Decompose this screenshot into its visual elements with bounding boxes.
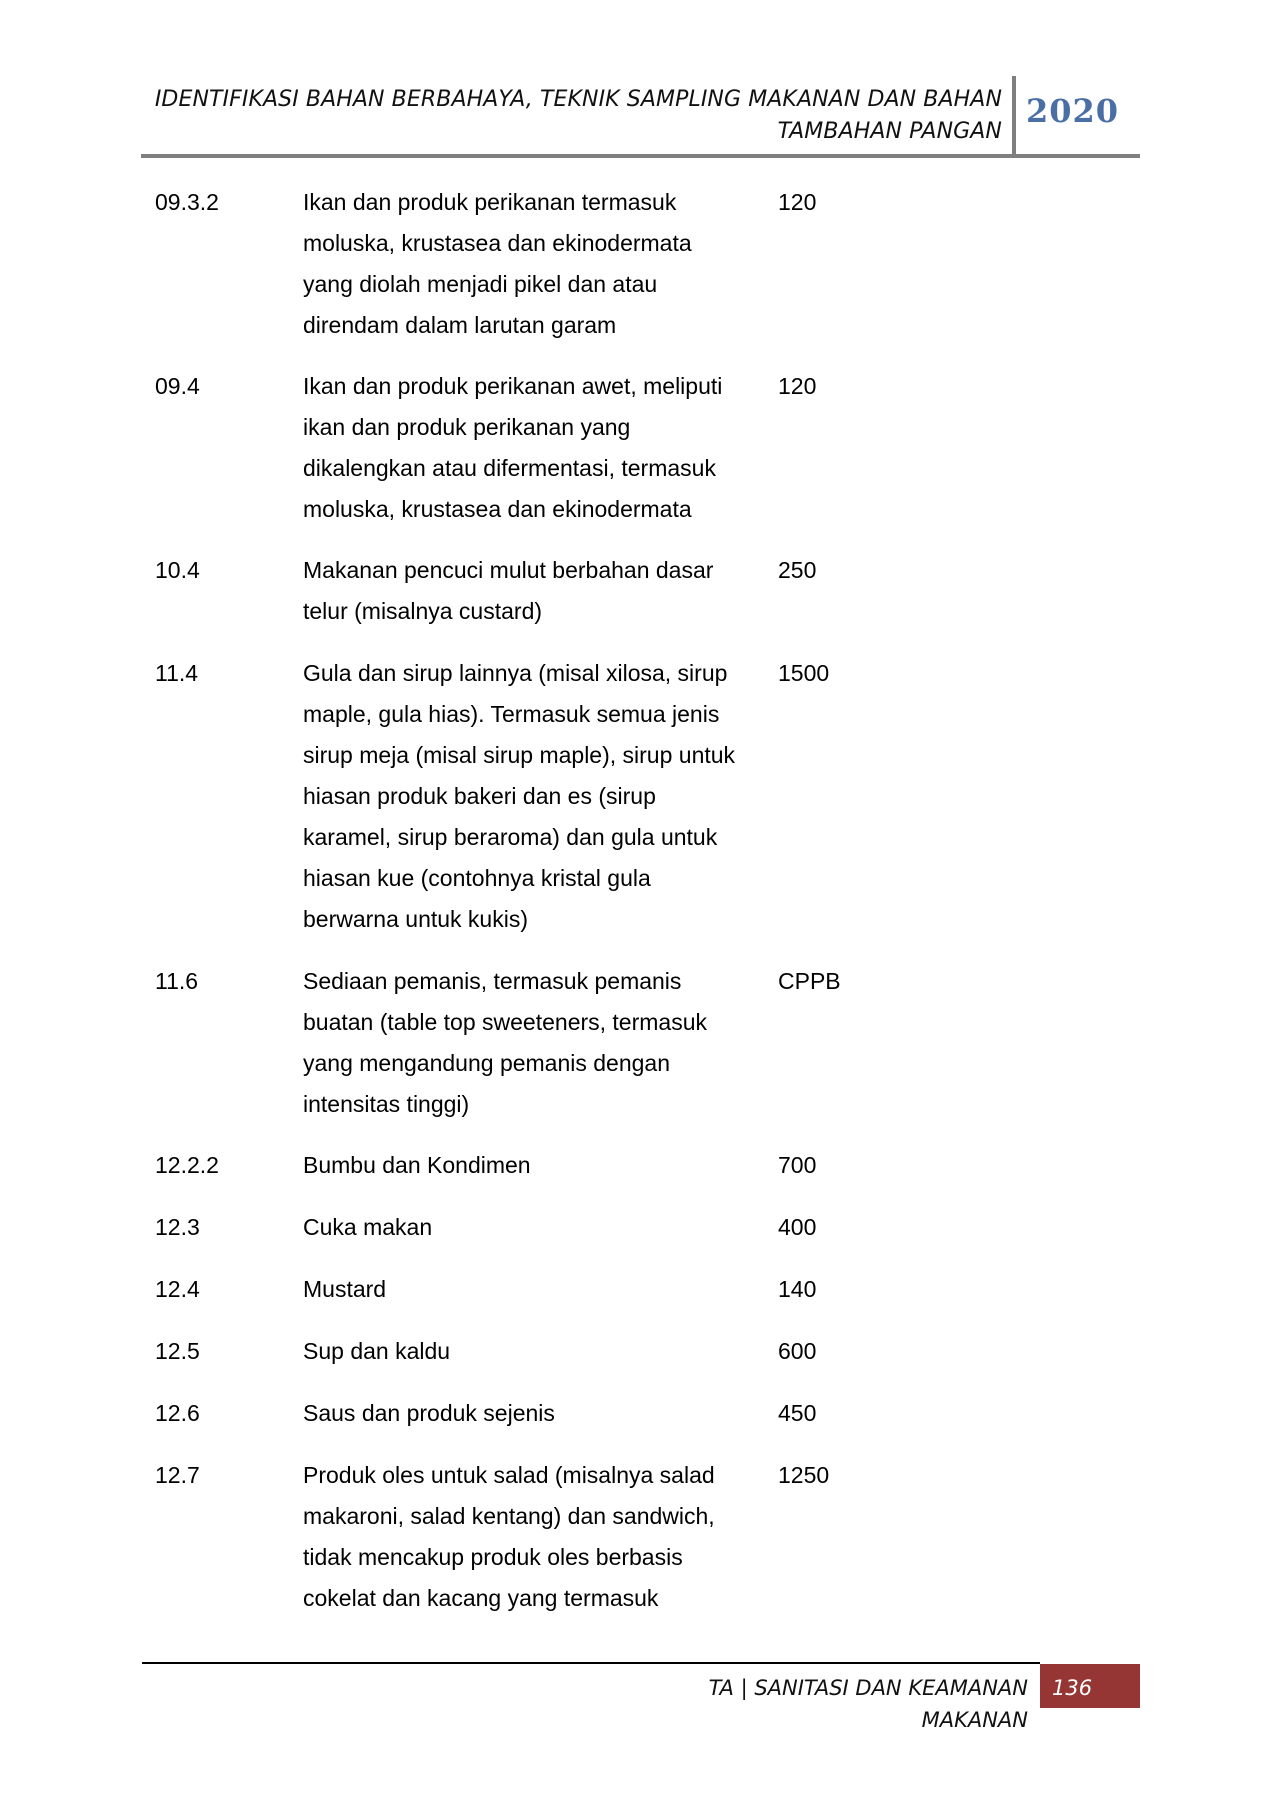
- category-code: 09.4: [155, 373, 200, 399]
- description-line: tidak mencakup produk oles berbasis: [303, 1544, 683, 1570]
- category-description: [303, 550, 758, 632]
- description-line: makaroni, salad kentang) dan sandwich,: [303, 1503, 715, 1529]
- description-line: Makanan pencuci mulut berbahan dasar: [303, 557, 714, 583]
- description-line: sirup meja (misal sirup maple), sirup untuk: [303, 742, 736, 768]
- description-line: Sediaan pemanis, termasuk pemanis: [303, 968, 682, 994]
- description-line: Mustard: [303, 1276, 387, 1302]
- description-line: Gula dan sirup lainnya (misal xilosa, sirup: [303, 660, 728, 686]
- category-code: 12.6: [155, 1400, 200, 1426]
- category-code: 12.2.2: [155, 1152, 219, 1178]
- description-line: Sup dan kaldu: [303, 1338, 451, 1364]
- max-limit-value: 1500: [778, 660, 830, 686]
- max-limit-value: 1250: [778, 1462, 830, 1488]
- category-description: [303, 1331, 758, 1372]
- description-line: berwarna untuk kukis): [303, 906, 528, 932]
- category-description: [303, 1207, 758, 1248]
- category-code: 09.3.2: [155, 189, 219, 215]
- max-limit-value: 700: [778, 1152, 817, 1178]
- description-line: cokelat dan kacang yang termasuk: [303, 1585, 659, 1611]
- category-code: 12.7: [155, 1462, 200, 1488]
- description-line: hiasan produk bakeri dan es (sirup: [303, 783, 656, 809]
- description-line: intensitas tinggi): [303, 1091, 470, 1117]
- category-code: 11.4: [155, 660, 199, 686]
- header-divider: [1012, 76, 1016, 158]
- description-line: Cuka makan: [303, 1214, 433, 1240]
- header-title-line2: TAMBAHAN PANGAN: [777, 119, 1002, 144]
- max-limit-value: 450: [778, 1400, 817, 1426]
- description-line: moluska, krustasea dan ekinodermata: [303, 230, 692, 256]
- description-line: Produk oles untuk salad (misalnya salad: [303, 1462, 715, 1488]
- description-line: Ikan dan produk perikanan awet, meliputi: [303, 373, 723, 399]
- description-line: hiasan kue (contohnya kristal gula: [303, 865, 651, 891]
- category-code: 12.5: [155, 1338, 200, 1364]
- description-line: maple, gula hias). Termasuk semua jenis: [303, 701, 720, 727]
- header-title-line1: IDENTIFIKASI BAHAN BERBAHAYA, TEKNIK SAMPLING MAKANAN DAN BAHAN: [154, 87, 1002, 112]
- max-limit-value: 400: [778, 1214, 817, 1240]
- category-code: 12.4: [155, 1276, 200, 1302]
- category-code: 10.4: [155, 557, 200, 583]
- category-description: [303, 366, 758, 530]
- description-line: Ikan dan produk perikanan termasuk: [303, 189, 677, 215]
- max-limit-value: 120: [778, 373, 817, 399]
- max-limit-value: CPPB: [778, 968, 841, 994]
- category-description: [303, 182, 758, 346]
- description-line: ikan dan produk perikanan yang: [303, 414, 631, 440]
- category-description: [303, 1393, 758, 1434]
- description-line: Saus dan produk sejenis: [303, 1400, 555, 1426]
- page-number: 136: [1052, 1676, 1093, 1700]
- running-header-title: [140, 84, 1002, 148]
- description-line: direndam dalam larutan garam: [303, 312, 617, 338]
- category-description: [303, 1145, 758, 1186]
- header-rule: [141, 154, 1140, 158]
- category-description: [303, 1455, 758, 1619]
- description-line: moluska, krustasea dan ekinodermata: [303, 496, 692, 522]
- category-description: [303, 653, 758, 940]
- description-line: buatan (table top sweeteners, termasuk: [303, 1009, 708, 1035]
- category-description: [303, 961, 758, 1125]
- max-limit-value: 140: [778, 1276, 817, 1302]
- category-description: [303, 1269, 758, 1310]
- footer-text: TA | SANITASI DAN KEAMANAN MAKANAN: [708, 1676, 1028, 1732]
- category-code: 12.3: [155, 1214, 200, 1240]
- max-limit-value: 600: [778, 1338, 817, 1364]
- header-year: 2020: [1026, 92, 1120, 130]
- description-line: yang diolah menjadi pikel dan atau: [303, 271, 658, 297]
- footer-rule: [142, 1662, 1040, 1664]
- description-line: telur (misalnya custard): [303, 598, 543, 624]
- description-line: yang mengandung pemanis dengan: [303, 1050, 671, 1076]
- max-limit-value: 120: [778, 189, 817, 215]
- category-code: 11.6: [155, 968, 199, 994]
- description-line: Bumbu dan Kondimen: [303, 1152, 531, 1178]
- max-limit-value: 250: [778, 557, 817, 583]
- description-line: dikalengkan atau difermentasi, termasuk: [303, 455, 716, 481]
- description-line: karamel, sirup beraroma) dan gula untuk: [303, 824, 718, 850]
